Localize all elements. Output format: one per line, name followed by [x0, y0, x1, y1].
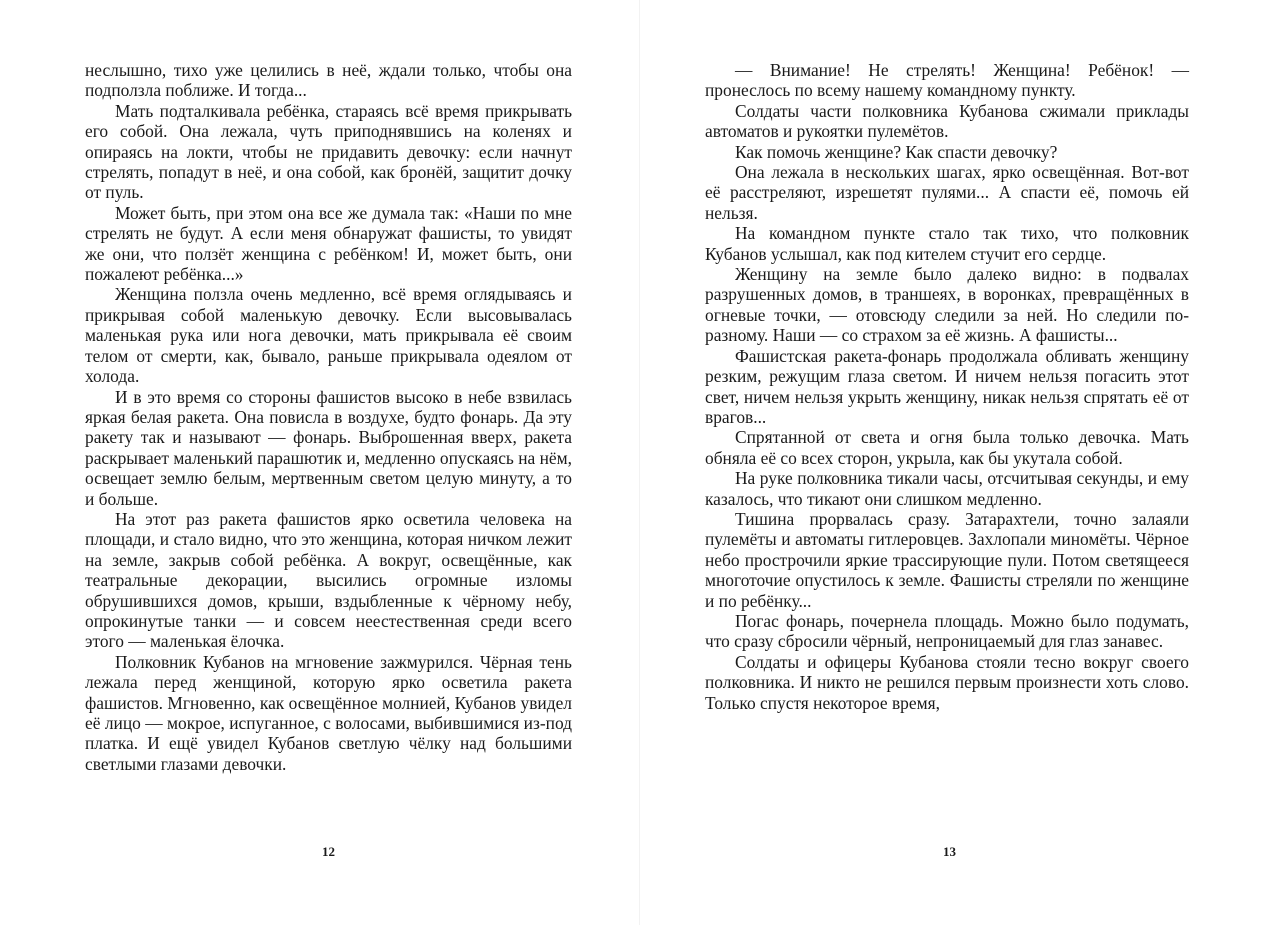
paragraph: На этот раз ракета фашистов ярко осветила человека на площади, и стало видно, что это женщина, которая ничком лежит на земле, закрыв собой ребёнка. А вокруг, освещённые, как театральные декорации, высились огромные изломы обрушившихся домов, крыши, вздыбленные к чёрному небу, опрокинутые танки — и совсем неестественная среди всего этого — маленькая ёлочка. [85, 508, 572, 652]
page-number: 13 [943, 844, 956, 859]
paragraph: Солдаты части полковника Кубанова сжимали приклады автоматов и рукоятки пулемётов. [705, 100, 1189, 142]
paragraph: На руке полковника тикали часы, отсчитывая секунды, и ему казалось, что тикают они слишком медленно. [705, 468, 1189, 509]
right-page [705, 60, 1189, 713]
book-spine [639, 0, 640, 925]
page-number: 12 [322, 844, 335, 859]
paragraph: Полковник Кубанов на мгновение зажмурился. Чёрная тень лежала перед женщиной, которую ярко осветила ракета фашистов. Мгновенно, как освещённое молнией, Кубанов увидел её лицо — мокрое, испуганное, с волосами, выбившимися из-под платка. И ещё увидел Кубанов светлую чёлку над большими светлыми глазами девочки. [85, 651, 572, 774]
paragraph: Тишина прорвалась сразу. Затарахтели, точно залаяли пулемёты и автоматы гитлеровцев. Захлопали миномёты. Чёрное небо прострочили яркие трассирующие пули. Потом светящееся многоточие опустилось к земле. Фашисты стреляли по женщине и по ребёнку... [705, 508, 1189, 611]
paragraph: неслышно, тихо уже целились в неё, ждали только, чтобы она подползла поближе. И тогда... [85, 60, 572, 101]
paragraph: Мать подталкивала ребёнка, стараясь всё время прикрывать его собой. Она лежала, чуть приподнявшись на коленях и опираясь на локти, чтобы не придавить девочку: если начнут стрелять, попадут в неё, и она собой, как бронёй, защитит дочку от пуль. [85, 100, 572, 203]
paragraph: Женщина ползла очень медленно, всё время оглядываясь и прикрывая собой маленькую девочку. Если высовывалась маленькая рука или нога девочки, мать прикрывала её своим телом от смерти, как, бывало, раньше прикрывала одеялом от холода. [85, 284, 572, 387]
paragraph: Погас фонарь, почернела площадь. Можно было подумать, что сразу сбросили чёрный, непроницаемый для глаз занавес. [705, 610, 1189, 652]
paragraph: И в это время со стороны фашистов высоко в небе взвилась яркая белая ракета. Она повисла в воздухе, будто фонарь. Да эту ракету так и называют — фонарь. Выброшенная вверх, ракета раскрывает маленький парашютик и, медленно опускаясь на нём, освещает землю белым, мертвенным светом целую минуту, а то и больше. [85, 386, 572, 509]
paragraph: Спрятанной от света и огня была только девочка. Мать обняла её со всех сторон, укрыла, как бы укутала собой. [705, 427, 1189, 468]
paragraph: Женщину на земле было далеко видно: в подвалах разрушенных домов, в траншеях, в воронках, превращённых в огневые точки, — отовсюду следили за ней. Но следили по-разному. Наши — со страхом за её жизнь. А фашисты... [705, 264, 1189, 346]
paragraph: Фашистская ракета-фонарь продолжала обливать женщину резким, режущим глаза светом. И ничем нельзя погасить этот свет, ничем нельзя укрыть женщину, никак нельзя спрятать её от врагов... [705, 345, 1189, 427]
left-page [85, 60, 572, 774]
paragraph: — Внимание! Не стрелять! Женщина! Ребёнок! — пронеслось по всему нашему командному пункту. [705, 60, 1189, 101]
paragraph: Солдаты и офицеры Кубанова стояли тесно вокруг своего полковника. И никто не решился первым произнести хоть слово. Только спустя некоторое время, [705, 651, 1189, 713]
paragraph: Она лежала в нескольких шагах, ярко освещённая. Вот-вот её расстреляют, изрешетят пулями... А спасти её, помочь ей нельзя. [705, 162, 1189, 223]
paragraph: На командном пункте стало так тихо, что полковник Кубанов услышал, как под кителем стучит его сердце. [705, 223, 1189, 264]
paragraph: Как помочь женщине? Как спасти девочку? [735, 141, 1058, 162]
paragraph: Может быть, при этом она все же думала так: «Наши по мне стрелять не будут. А если меня обнаружат фашисты, то увидят же они, что ползёт женщина с ребёнком! И, может быть, они пожалеют ребёнка...» [85, 202, 572, 285]
